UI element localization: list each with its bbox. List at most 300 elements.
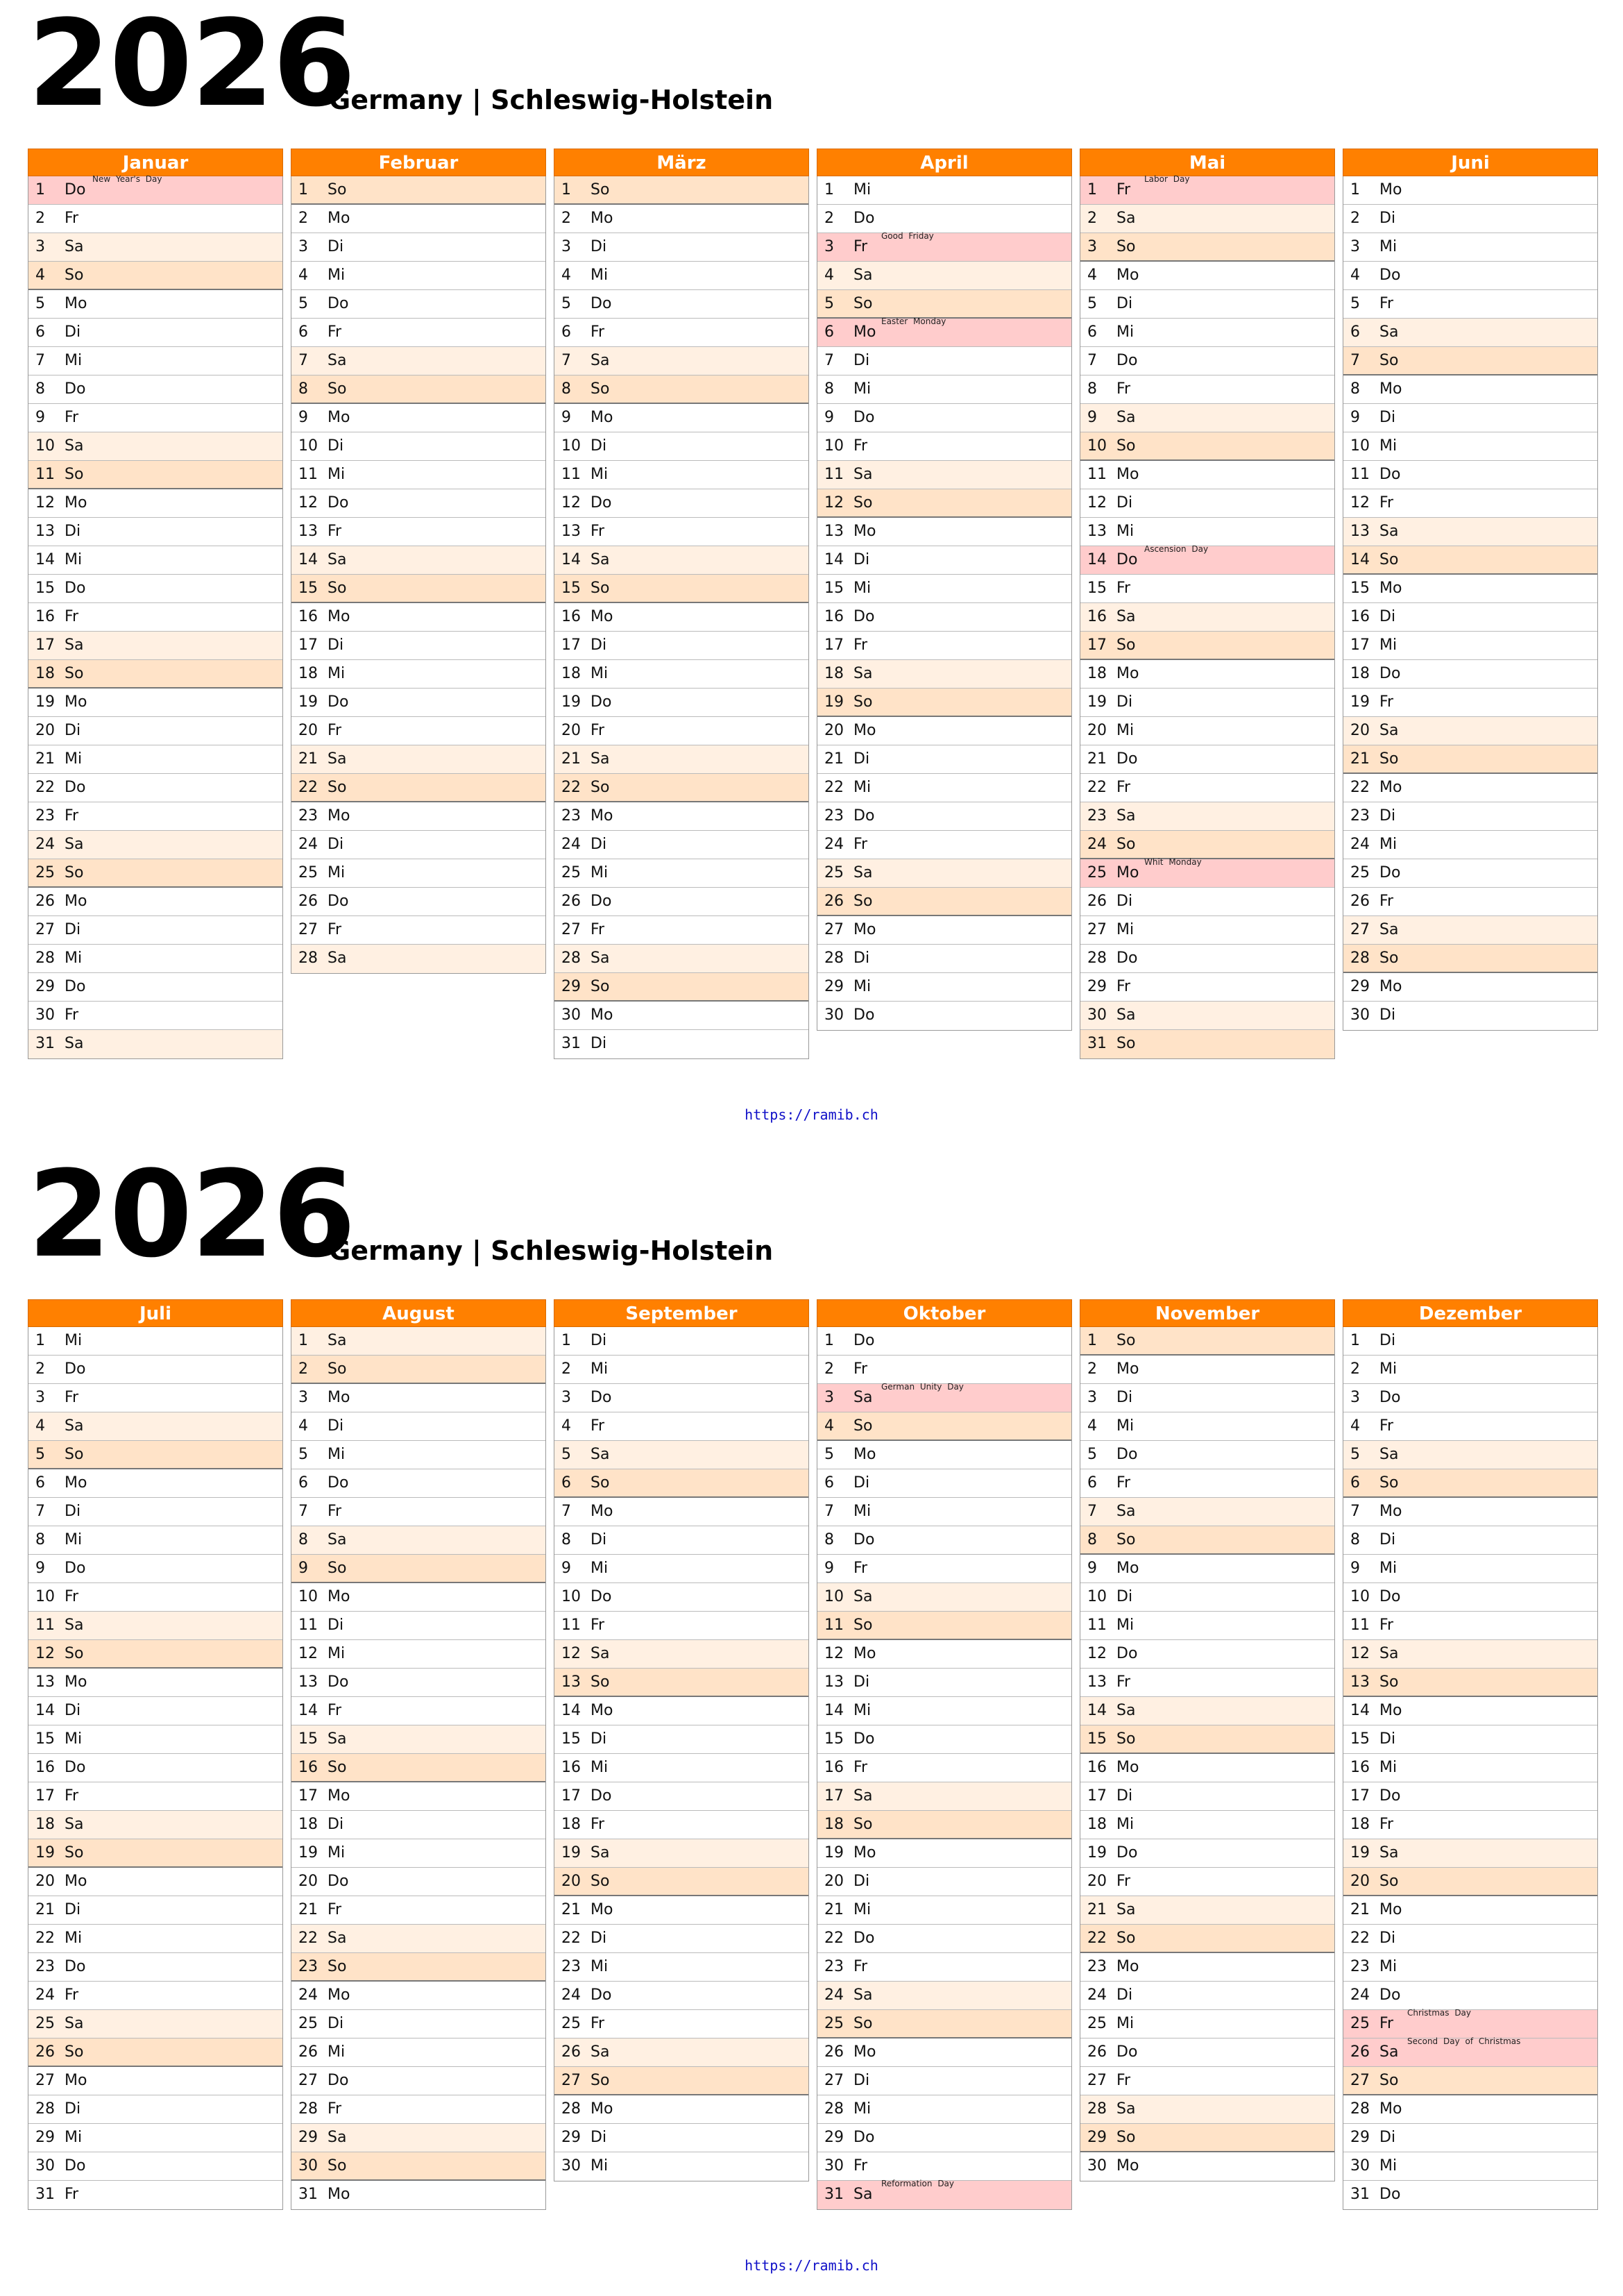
day-row [817,432,1071,461]
month-days [28,1327,283,2210]
day-row [291,831,545,859]
day-row [291,2152,545,2181]
day-row [1080,2095,1334,2124]
weekday-label: So [853,893,873,910]
weekday-label: Fr [328,921,342,938]
day-number: 17 [1087,636,1107,654]
weekday-label: Di [1379,608,1396,625]
months-grid [28,1299,1604,2222]
day-number: 15 [298,580,318,597]
day-row [1343,489,1597,518]
weekday-label: Mo [590,2100,613,2118]
weekday-label: Mo [328,1986,350,2004]
day-row [817,205,1071,233]
day-number: 27 [1087,2072,1107,2089]
day-number: 15 [824,1730,844,1748]
weekday-label: So [65,267,84,284]
day-row [28,546,282,575]
day-number: 17 [298,1787,318,1805]
day-row [817,290,1071,319]
day-number: 11 [1350,466,1370,483]
day-row [1343,973,1597,1002]
source-link[interactable]: https://ramib.ch [745,1106,878,1123]
weekday-label: Mo [1116,267,1139,284]
day-row [554,1982,808,2010]
day-number: 20 [1350,722,1370,739]
weekday-label: Fr [853,1759,868,1776]
day-row [554,290,808,319]
weekday-label: Mo [1379,2100,1402,2118]
weekday-label: Mi [1116,722,1135,739]
day-number: 27 [561,921,581,938]
weekday-label: So [590,1474,610,1492]
weekday-label: Fr [1379,693,1394,711]
weekday-label: Mi [65,1332,83,1349]
day-number: 24 [824,836,844,853]
weekday-label: Mi [1116,1617,1135,1634]
day-number: 4 [824,267,834,284]
day-number: 4 [824,1417,834,1435]
day-row [291,233,545,262]
day-number: 14 [298,551,318,568]
day-row [28,831,282,859]
day-row [1343,632,1597,660]
day-row [1343,916,1597,945]
day-row [554,1669,808,1697]
day-number: 19 [1087,1844,1107,1862]
weekday-label: Sa [853,466,873,483]
weekday-label: So [328,1958,347,1975]
day-number: 9 [35,1560,45,1577]
day-row [291,1896,545,1925]
day-row [817,1327,1071,1356]
weekday-label: Di [1379,1006,1396,1024]
day-number: 14 [1350,551,1370,568]
day-number: 7 [35,1503,45,1520]
day-number: 4 [298,267,308,284]
day-number: 1 [1350,1332,1360,1349]
weekday-label: Mi [65,1730,83,1748]
day-row [554,603,808,632]
day-row [1343,831,1597,859]
weekday-label: Di [65,1503,81,1520]
weekday-label: Sa [590,2043,610,2061]
weekday-label: Sa [1379,1446,1399,1463]
weekday-label: Do [328,893,349,910]
day-row [1343,432,1597,461]
weekday-label: Fr [328,323,342,341]
day-row [554,745,808,774]
weekday-label: Do [65,779,86,796]
day-row [817,1896,1071,1925]
weekday-label: Do [1116,1645,1138,1662]
day-row [817,316,1071,347]
weekday-label: Do [1379,1389,1401,1406]
day-number: 2 [1350,210,1360,227]
day-row [817,603,1071,632]
day-row [28,1782,282,1811]
weekday-label: Mo [328,2186,350,2203]
weekday-label: Mo [1116,864,1139,881]
weekday-label: Mo [853,921,876,938]
weekday-label: Mo [853,323,876,341]
weekday-label: Sa [328,949,347,967]
day-number: 13 [1087,523,1107,540]
day-number: 24 [1087,1986,1107,2004]
day-row [291,1640,545,1669]
weekday-label: Fr [590,722,605,739]
day-row [1080,689,1334,717]
weekday-label: Mi [590,1958,609,1975]
day-number: 12 [1350,1645,1370,1662]
weekday-label: Mi [853,380,872,398]
day-number: 12 [35,494,55,512]
weekday-label: Fr [1116,1673,1131,1691]
source-link[interactable]: https://ramib.ch [745,2257,878,2274]
day-row [1080,888,1334,916]
weekday-label: So [590,779,610,796]
day-row [291,1982,545,2010]
day-row [291,2067,545,2095]
weekday-label: Do [853,409,875,426]
day-number: 15 [1350,580,1370,597]
weekday-label: So [65,1645,84,1662]
weekday-label: Fr [65,1787,79,1805]
weekday-label: Mi [590,2157,609,2175]
month-column [28,149,283,1059]
day-number: 10 [1350,1588,1370,1605]
weekday-label: So [328,181,347,199]
day-number: 26 [35,893,55,910]
day-number: 24 [824,1986,844,2004]
day-row [291,1412,545,1441]
day-number: 24 [561,836,581,853]
day-number: 9 [1087,409,1097,426]
day-row [28,489,282,518]
day-number: 17 [35,636,55,654]
weekday-label: Mi [590,267,609,284]
weekday-label: Sa [1379,1645,1399,1662]
weekday-label: So [853,494,873,512]
weekday-label: Di [328,437,344,455]
weekday-label: Mo [1379,580,1402,597]
day-row [1080,319,1334,347]
weekday-label: Di [853,1673,870,1691]
day-row [28,689,282,717]
day-number: 30 [35,2157,55,2175]
day-number: 14 [298,1702,318,1719]
day-row [291,2181,545,2209]
day-number: 31 [1087,1035,1107,1052]
day-number: 22 [298,1930,318,1947]
weekday-label: Fr [65,409,79,426]
day-row [28,1412,282,1441]
day-number: 18 [298,1816,318,1833]
day-row [1343,518,1597,546]
day-number: 27 [824,2072,844,2089]
month-days [1343,176,1598,1031]
weekday-label: Fr [590,1417,605,1435]
day-number: 4 [1087,1417,1097,1435]
day-number: 5 [824,1446,834,1463]
day-number: 12 [35,1645,55,1662]
weekday-label: Do [65,181,86,199]
day-number: 18 [561,665,581,682]
day-number: 10 [561,437,581,455]
day-row [28,717,282,745]
day-row [1343,717,1597,745]
day-number: 6 [35,323,45,341]
weekday-label: So [328,1360,347,1378]
day-row [817,632,1071,660]
weekday-label: Mi [65,352,83,369]
day-row [1343,660,1597,689]
day-row [1080,2152,1334,2181]
day-row [1080,1327,1334,1356]
weekday-label: Di [328,1816,344,1833]
weekday-label: Mo [328,608,350,625]
day-number: 11 [298,1617,318,1634]
weekday-label: Di [1379,807,1396,825]
weekday-label: Mo [1116,1360,1139,1378]
day-number: 13 [1350,1673,1370,1691]
day-number: 17 [35,1787,55,1805]
day-row [1080,1441,1334,1469]
day-row [1343,1327,1597,1356]
day-row [554,319,808,347]
day-row [291,1612,545,1640]
day-row [554,1925,808,1953]
weekday-label: Mo [853,523,876,540]
day-row [1343,1953,1597,1982]
weekday-label: Mi [590,864,609,881]
day-number: 7 [1350,1503,1360,1520]
day-number: 4 [561,267,571,284]
day-number: 4 [561,1417,571,1435]
day-number: 28 [561,949,581,967]
day-row [1080,1555,1334,1583]
weekday-label: Mi [1116,2015,1135,2032]
day-number: 20 [561,1873,581,1890]
month-column [554,149,809,1059]
day-row [1343,1754,1597,1782]
day-row [1080,831,1334,859]
weekday-label: Do [65,1360,86,1378]
day-number: 2 [1350,1360,1360,1378]
day-number: 17 [561,1787,581,1805]
day-number: 28 [1350,2100,1370,2118]
holiday-label: New Year's Day [92,174,162,184]
day-number: 29 [298,2129,318,2146]
weekday-label: Sa [853,1787,873,1805]
weekday-label: Fr [328,523,342,540]
day-number: 17 [824,636,844,654]
weekday-label: Fr [590,323,605,341]
weekday-label: So [590,580,610,597]
weekday-label: Di [1116,893,1133,910]
weekday-label: Do [590,295,612,312]
day-row [554,1441,808,1469]
weekday-label: Do [853,1332,875,1349]
day-number: 4 [1087,267,1097,284]
day-row [291,1498,545,1526]
weekday-label: Mo [853,1645,876,1662]
day-row [28,2181,282,2209]
holiday-label: Good Friday [881,231,934,241]
day-number: 19 [298,693,318,711]
day-row [1343,1839,1597,1868]
month-header: August [291,1299,546,1327]
day-row [817,2010,1071,2038]
day-number: 25 [561,2015,581,2032]
weekday-label: Di [590,238,607,255]
day-number: 31 [824,2186,844,2203]
weekday-label: Do [65,2157,86,2175]
day-row [1080,973,1334,1002]
day-row [1080,1412,1334,1441]
month-column [817,1299,1072,2210]
day-number: 5 [1087,295,1097,312]
day-number: 29 [35,978,55,995]
day-number: 1 [1087,181,1097,199]
weekday-label: Do [1379,665,1401,682]
day-number: 1 [35,1332,45,1349]
weekday-label: Fr [590,1816,605,1833]
day-row [28,1030,282,1058]
weekday-label: So [65,665,84,682]
day-row [28,774,282,802]
weekday-label: So [65,864,84,881]
weekday-label: Do [853,807,875,825]
day-number: 24 [1350,836,1370,853]
day-row [1080,745,1334,774]
day-row [28,859,282,888]
day-row [28,916,282,945]
day-number: 25 [1350,864,1370,881]
day-row [817,1697,1071,1725]
weekday-label: Mo [1116,1759,1139,1776]
day-row [1080,632,1334,660]
month-header: März [554,149,809,176]
weekday-label: Sa [65,238,84,255]
weekday-label: So [853,1617,873,1634]
day-number: 5 [561,295,571,312]
day-number: 25 [1087,864,1107,881]
weekday-label: Mo [328,210,350,227]
day-row [28,1697,282,1725]
day-row [1343,262,1597,290]
day-row [1343,290,1597,319]
day-number: 22 [1087,779,1107,796]
holiday-label: Christmas Day [1407,2008,1472,2018]
weekday-label: Fr [1116,580,1131,597]
day-row [1080,1925,1334,1953]
day-row [554,1725,808,1754]
day-number: 4 [35,1417,45,1435]
month-header: Mai [1080,149,1335,176]
day-number: 18 [35,1816,55,1833]
day-row [291,205,545,233]
weekday-label: Do [1116,352,1138,369]
day-number: 1 [561,181,571,199]
day-number: 22 [1087,1930,1107,1947]
day-number: 10 [561,1588,581,1605]
day-row [554,432,808,461]
day-row [291,802,545,831]
day-row [554,1754,808,1782]
weekday-label: Mi [65,949,83,967]
day-number: 18 [561,1816,581,1833]
day-number: 20 [35,722,55,739]
day-number: 13 [561,1673,581,1691]
weekday-label: Mo [65,1673,87,1691]
weekday-label: Di [1116,295,1133,312]
day-number: 28 [561,2100,581,2118]
day-row [554,1327,808,1356]
day-number: 9 [1350,1560,1360,1577]
day-row [1080,1640,1334,1669]
day-row [1343,1583,1597,1612]
weekday-label: Mi [1379,636,1397,654]
day-row [28,262,282,290]
weekday-label: Do [853,1730,875,1748]
day-row [554,1782,808,1811]
weekday-label: Mo [65,693,87,711]
weekday-label: Mi [328,1844,346,1862]
day-number: 18 [1350,1816,1370,1833]
day-row [28,1669,282,1697]
day-number: 13 [824,1673,844,1691]
weekday-label: Do [1379,466,1401,483]
day-row [1343,1982,1597,2010]
day-row [554,2067,808,2095]
day-row [817,1526,1071,1555]
day-number: 3 [1350,1389,1360,1406]
day-row [817,1612,1071,1640]
day-row [554,1412,808,1441]
day-number: 19 [35,693,55,711]
day-row [1343,2181,1597,2209]
day-row [817,973,1071,1002]
day-row [554,1583,808,1612]
day-number: 11 [1350,1617,1370,1634]
day-number: 2 [1087,210,1097,227]
day-number: 21 [561,750,581,768]
day-number: 9 [1350,409,1360,426]
day-number: 22 [824,1930,844,1947]
day-number: 12 [1350,494,1370,512]
weekday-label: Di [65,1901,81,1918]
day-number: 19 [561,693,581,711]
day-number: 3 [824,238,834,255]
weekday-label: Sa [853,2186,873,2203]
month-header: September [554,1299,809,1327]
weekday-label: So [328,380,347,398]
day-number: 20 [1087,1873,1107,1890]
day-row [291,603,545,632]
weekday-label: Di [1379,409,1396,426]
day-row [1080,1526,1334,1555]
day-row [554,461,808,489]
day-row [1080,802,1334,831]
weekday-label: Mi [1116,523,1135,540]
day-row [1080,717,1334,745]
day-number: 21 [1087,1901,1107,1918]
day-number: 14 [35,551,55,568]
day-row [28,802,282,831]
day-number: 8 [1350,1531,1360,1548]
day-row [1343,461,1597,489]
